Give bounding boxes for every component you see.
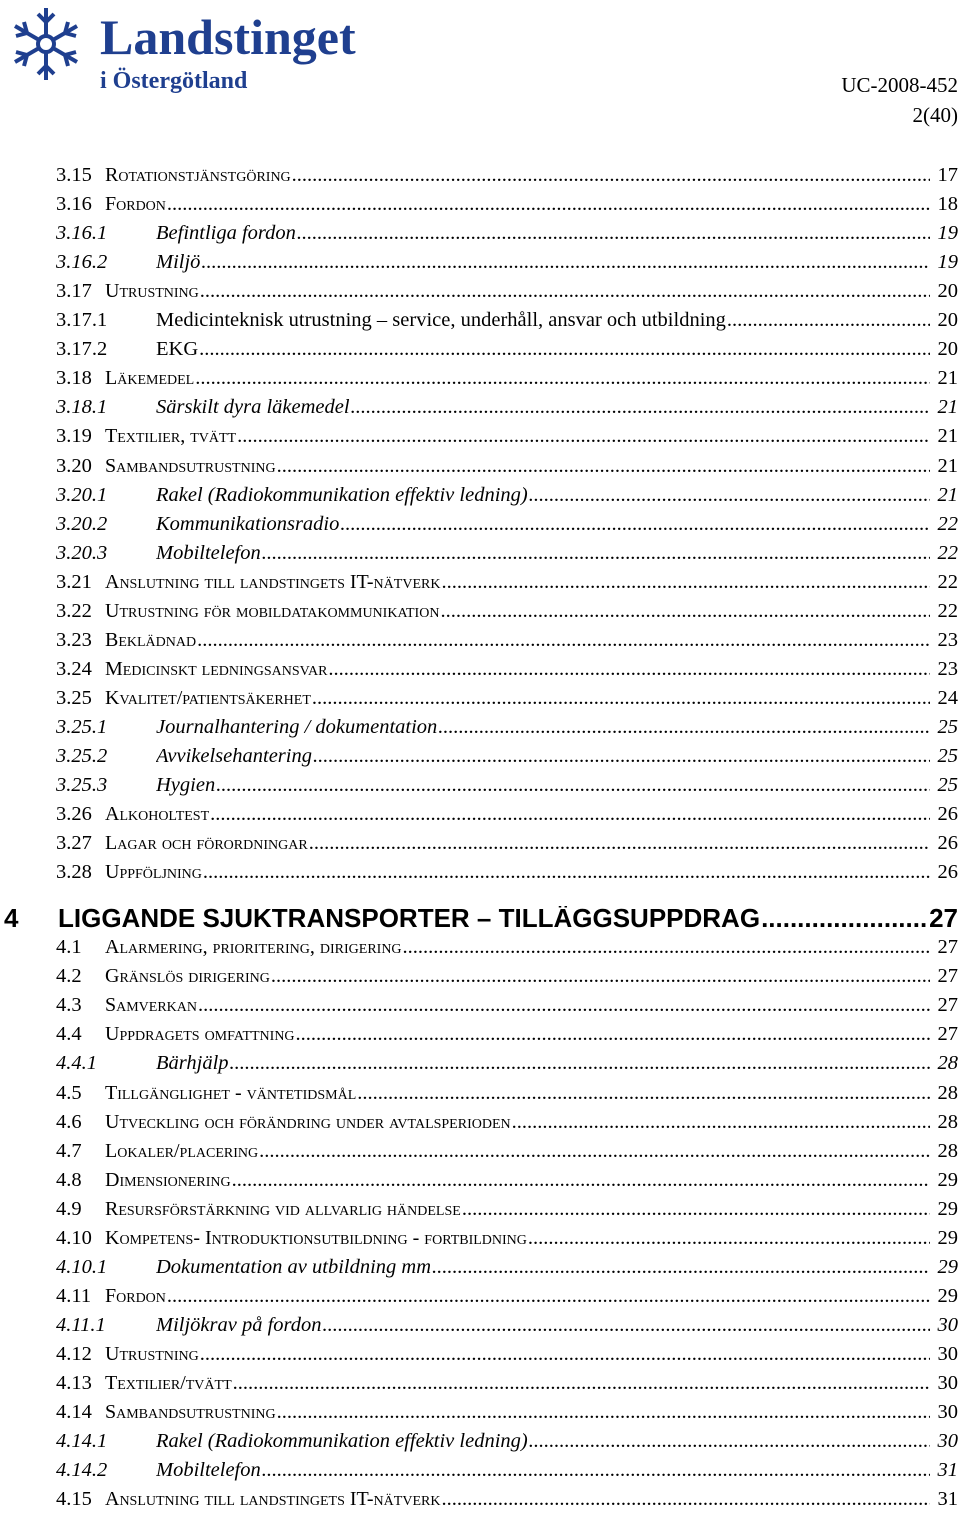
toc-entry[interactable] bbox=[0, 216, 960, 245]
toc-entry-page: 30 bbox=[937, 1401, 958, 1424]
toc-entry-title: Miljökrav på fordon bbox=[156, 1313, 322, 1336]
toc-entry[interactable] bbox=[0, 652, 960, 681]
toc-dot-leader bbox=[199, 337, 930, 361]
toc-dot-leader bbox=[462, 1197, 930, 1221]
toc-entry[interactable] bbox=[0, 623, 960, 652]
toc-entry[interactable] bbox=[0, 245, 960, 274]
toc-dot-leader bbox=[328, 657, 930, 681]
toc-entry-page: 26 bbox=[937, 803, 958, 826]
toc-entry[interactable] bbox=[0, 158, 960, 187]
toc-entry-title: Utrustning bbox=[105, 280, 199, 303]
toc-entry-number: 4.2 bbox=[56, 965, 82, 988]
toc-entry[interactable] bbox=[0, 594, 960, 623]
toc-dot-leader bbox=[351, 395, 930, 419]
toc-entry-page: 27 bbox=[937, 1023, 958, 1046]
toc-entry-page: 28 bbox=[937, 1110, 958, 1133]
toc-entry-title: Mobiltelefon bbox=[156, 1459, 261, 1482]
toc-entry-page: 28 bbox=[937, 1139, 958, 1162]
toc-entry[interactable] bbox=[0, 449, 960, 478]
toc-dot-leader bbox=[441, 570, 930, 594]
toc-entry-page: 20 bbox=[937, 309, 958, 332]
toc-entry-page: 30 bbox=[937, 1313, 958, 1336]
toc-entry[interactable] bbox=[0, 507, 960, 536]
toc-entry-page: 22 bbox=[937, 512, 958, 535]
toc-entry-title: Samverkan bbox=[105, 994, 198, 1017]
toc-entry-number: 3.18 bbox=[56, 367, 92, 390]
toc-entry-title: Särskilt dyra läkemedel bbox=[156, 396, 350, 419]
toc-entry-title: Avvikelsehantering bbox=[156, 745, 312, 767]
toc-dot-leader bbox=[201, 250, 930, 274]
toc-entry[interactable] bbox=[0, 1366, 960, 1395]
toc-dot-leader bbox=[203, 860, 930, 884]
toc-entry-number: 4.10.1 bbox=[56, 1255, 108, 1278]
toc-entry-title: Utveckling och förändring under avtalsperioden bbox=[105, 1110, 511, 1133]
toc-entry-page: 25 bbox=[937, 715, 958, 738]
toc-entry[interactable] bbox=[0, 1046, 960, 1075]
toc-entry-number: 4.4.1 bbox=[56, 1052, 97, 1075]
toc-entry-page: 21 bbox=[937, 396, 958, 419]
toc-entry-title: Utrustning för mobildatakommunikation bbox=[105, 599, 440, 622]
toc-dot-leader bbox=[292, 163, 930, 187]
toc-entry-number: 4.7 bbox=[56, 1139, 82, 1162]
toc-entry-title: EKG bbox=[156, 338, 199, 361]
toc-entry-number: 3.26 bbox=[56, 803, 92, 826]
toc-entry[interactable] bbox=[0, 681, 960, 710]
toc-entry-number: 3.25.1 bbox=[56, 715, 108, 738]
toc-dot-leader bbox=[761, 906, 927, 930]
toc-entry[interactable] bbox=[0, 419, 960, 448]
toc-dot-leader bbox=[262, 1458, 930, 1482]
toc-entry[interactable] bbox=[0, 565, 960, 594]
toc-entry-title: Uppdragets omfattning bbox=[105, 1023, 295, 1046]
toc-entry[interactable] bbox=[0, 361, 960, 390]
toc-entry-title: Lagar och förordningar bbox=[105, 832, 308, 855]
toc-entry-number: 3.28 bbox=[56, 861, 92, 884]
toc-entry-page: 29 bbox=[937, 1197, 958, 1220]
toc-entry-page: 21 bbox=[937, 454, 958, 477]
toc-entry-title: Journalhantering / dokumentation bbox=[156, 715, 438, 738]
toc-entry-title: Gränslös dirigering bbox=[105, 965, 270, 988]
document-reference bbox=[841, 70, 958, 130]
toc-dot-leader bbox=[200, 279, 930, 303]
toc-entry-number: 3.20 bbox=[56, 454, 92, 477]
toc-entry[interactable] bbox=[0, 855, 960, 884]
toc-dot-leader bbox=[237, 424, 930, 448]
toc-entry[interactable] bbox=[0, 988, 960, 1017]
toc-entry-title: Utrustning bbox=[105, 1342, 199, 1365]
toc-entry[interactable] bbox=[0, 710, 960, 739]
toc-dot-leader bbox=[262, 541, 930, 565]
toc-entry-number: 4.15 bbox=[56, 1488, 92, 1511]
toc-entry-page: 19 bbox=[937, 222, 958, 245]
toc-dot-leader bbox=[512, 1110, 930, 1134]
toc-entry-title: Fordon bbox=[105, 193, 166, 216]
toc-dot-leader bbox=[198, 993, 930, 1017]
toc-entry-title: Mobiltelefon bbox=[156, 541, 261, 564]
toc-entry-number: 3.16.1 bbox=[56, 222, 108, 245]
toc-entry-title: Lokaler/placering bbox=[105, 1139, 259, 1162]
toc-entry-number: 4.12 bbox=[56, 1342, 92, 1365]
toc-entry-page: 28 bbox=[937, 1052, 958, 1075]
toc-entry-title: Beklädnad bbox=[105, 628, 197, 651]
toc-entry-title: Rakel (Radiokommunikation effektiv ledning) bbox=[156, 483, 528, 506]
logo-title: Landstinget bbox=[100, 9, 356, 65]
toc-entry-number: 3.25 bbox=[56, 686, 92, 709]
toc-dot-leader bbox=[403, 935, 930, 959]
toc-entry-page: 21 bbox=[937, 367, 958, 390]
toc-entry-page: 21 bbox=[937, 425, 958, 448]
toc-entry-title: Kompetens- Introduktionsutbildning - fortbildning bbox=[105, 1226, 527, 1249]
toc-entry[interactable] bbox=[0, 332, 960, 361]
toc-dot-leader bbox=[340, 512, 930, 536]
toc-entry-title: Dimensionering bbox=[105, 1168, 231, 1191]
toc-dot-leader bbox=[271, 964, 930, 988]
toc-dot-leader bbox=[528, 1226, 930, 1250]
toc-entry[interactable] bbox=[0, 1076, 960, 1105]
toc-entry-title: Textilier/tvätt bbox=[105, 1372, 232, 1394]
toc-dot-leader bbox=[216, 773, 930, 797]
toc-entry-title: Sambandsutrustning bbox=[105, 454, 276, 477]
toc-dot-leader bbox=[277, 454, 930, 478]
toc-entry-page: 31 bbox=[937, 1459, 958, 1482]
toc-entry-number: 3.22 bbox=[56, 599, 92, 622]
toc-entry-page: 27 bbox=[929, 903, 958, 934]
toc-entry-page: 17 bbox=[937, 164, 958, 186]
toc-entry-page: 29 bbox=[937, 1226, 958, 1249]
toc-entry-page: 24 bbox=[937, 686, 958, 709]
toc-entry-page: 26 bbox=[937, 861, 958, 884]
toc-entry-number: 3.17.1 bbox=[56, 309, 108, 332]
toc-entry[interactable] bbox=[0, 1250, 960, 1279]
toc-dot-leader bbox=[195, 366, 930, 390]
toc-dot-leader bbox=[232, 1168, 930, 1192]
toc-entry[interactable] bbox=[0, 739, 960, 768]
toc-dot-leader bbox=[197, 628, 930, 652]
toc-entry-number: 3.23 bbox=[56, 628, 92, 651]
logo-subtitle: i Östergötland bbox=[100, 68, 248, 94]
toc-entry-number: 3.25.2 bbox=[56, 745, 108, 767]
toc-entry[interactable] bbox=[0, 797, 960, 826]
toc-entry[interactable] bbox=[0, 478, 960, 507]
toc-dot-leader bbox=[440, 599, 930, 623]
toc-dot-leader bbox=[167, 1284, 930, 1308]
toc-entry-page: 21 bbox=[937, 483, 958, 506]
toc-entry-title: Läkemedel bbox=[105, 367, 195, 390]
toc-entry-page: 29 bbox=[937, 1284, 958, 1307]
toc-entry-title: Befintliga fordon bbox=[156, 222, 296, 245]
toc-entry-title: Bärhjälp bbox=[156, 1052, 229, 1075]
toc-entry-title: Sambandsutrustning bbox=[105, 1401, 276, 1424]
toc-entry-page: 20 bbox=[937, 338, 958, 361]
toc-entry-number: 3.15 bbox=[56, 164, 92, 186]
toc-entry-page: 22 bbox=[937, 599, 958, 622]
toc-entry-number: 3.16 bbox=[56, 193, 92, 216]
toc-entry[interactable] bbox=[0, 1017, 960, 1046]
toc-entry[interactable] bbox=[0, 1453, 960, 1482]
toc-dot-leader bbox=[167, 192, 930, 216]
toc-entry-title: Anslutning till landstingets IT-nätverk bbox=[105, 1488, 441, 1511]
snowflake-logo-icon bbox=[4, 2, 374, 96]
toc-entry-number: 4.8 bbox=[56, 1168, 82, 1191]
toc-entry-number: 3.20.3 bbox=[56, 541, 108, 564]
toc-entry-title: Kvalitet/patientsäkerhet bbox=[105, 686, 311, 709]
toc-entry-title: Alarmering, prioritering, dirigering bbox=[105, 936, 402, 959]
toc-entry[interactable] bbox=[0, 303, 960, 332]
toc-entry-number: 4.14.2 bbox=[56, 1459, 108, 1482]
toc-dot-leader bbox=[259, 1139, 930, 1163]
toc-entry-title: Kommunikationsradio bbox=[156, 512, 340, 535]
toc-entry-page: 23 bbox=[937, 657, 958, 680]
toc-entry-number: 4.14.1 bbox=[56, 1430, 108, 1453]
toc-entry-number: 4 bbox=[4, 903, 19, 934]
doc-id: UC-2008-452 bbox=[841, 73, 958, 97]
toc-entry-number: 4.11.1 bbox=[56, 1313, 106, 1336]
toc-entry[interactable] bbox=[0, 826, 960, 855]
toc-entry-page: 27 bbox=[937, 994, 958, 1017]
toc-entry-number: 3.17 bbox=[56, 280, 92, 303]
toc-entry-number: 4.3 bbox=[56, 994, 82, 1017]
toc-entry-page: 29 bbox=[937, 1168, 958, 1191]
toc-entry-number: 3.27 bbox=[56, 832, 92, 855]
toc-entry[interactable] bbox=[0, 1192, 960, 1221]
toc-entry-number: 4.9 bbox=[56, 1197, 82, 1220]
toc-entry-page: 30 bbox=[937, 1372, 958, 1394]
toc-entry-page: 25 bbox=[937, 745, 958, 767]
toc-dot-leader bbox=[210, 802, 930, 826]
toc-entry-title: Tillgänglighet - väntetidsmål bbox=[105, 1081, 357, 1104]
toc-dot-leader bbox=[357, 1081, 930, 1105]
toc-entry-number: 3.25.3 bbox=[56, 774, 108, 797]
toc-entry-number: 3.20.1 bbox=[56, 483, 108, 506]
toc-entry-title: Medicinteknisk utrustning – service, underhåll, ansvar och utbildning bbox=[156, 309, 726, 332]
toc-dot-leader bbox=[312, 686, 930, 710]
toc-entry-title: Dokumentation av utbildning mm bbox=[156, 1255, 432, 1278]
toc-dot-leader bbox=[727, 308, 930, 332]
toc-dot-leader bbox=[432, 1255, 930, 1279]
toc-entry[interactable] bbox=[0, 1424, 960, 1453]
toc-dot-leader bbox=[323, 1313, 930, 1337]
toc-entry-number: 3.18.1 bbox=[56, 396, 108, 419]
toc-entry-number: 4.6 bbox=[56, 1110, 82, 1133]
toc-dot-leader bbox=[309, 831, 930, 855]
toc-entry[interactable] bbox=[0, 768, 960, 797]
toc-entry-number: 3.19 bbox=[56, 425, 92, 448]
toc-entry-page: 30 bbox=[937, 1342, 958, 1365]
toc-entry-title: Alkoholtest bbox=[105, 803, 210, 826]
toc-entry-page: 27 bbox=[937, 965, 958, 988]
toc-entry-title: Fordon bbox=[105, 1284, 166, 1307]
toc-entry-number: 3.24 bbox=[56, 657, 92, 680]
toc-entry[interactable] bbox=[0, 892, 960, 934]
toc-entry-page: 31 bbox=[937, 1488, 958, 1511]
toc-entry-title: Textilier, tvätt bbox=[105, 425, 237, 448]
page-label: 2(40) bbox=[912, 103, 958, 127]
toc-dot-leader bbox=[441, 1487, 930, 1511]
toc-entry[interactable] bbox=[0, 1134, 960, 1163]
toc-entry[interactable] bbox=[0, 187, 960, 216]
toc-entry-title: Rakel (Radiokommunikation effektiv ledning) bbox=[156, 1430, 528, 1453]
toc-entry-title: Resursförstärkning vid allvarlig händelse bbox=[105, 1197, 461, 1220]
toc-entry-page: 20 bbox=[937, 280, 958, 303]
toc-entry-title: Hygien bbox=[156, 774, 216, 797]
toc-entry-title: Rotationstjänstgöring bbox=[105, 164, 291, 186]
toc-entry[interactable] bbox=[0, 1337, 960, 1366]
toc-entry[interactable] bbox=[0, 1482, 960, 1511]
toc-entry-page: 25 bbox=[937, 774, 958, 797]
toc-entry-page: 18 bbox=[937, 193, 958, 216]
toc-dot-leader bbox=[233, 1371, 930, 1395]
toc-entry-number: 3.16.2 bbox=[56, 251, 108, 274]
toc-entry-title: Miljö bbox=[156, 251, 201, 274]
toc-entry-number: 4.11 bbox=[56, 1284, 92, 1307]
toc-dot-leader bbox=[297, 221, 930, 245]
toc-entry-number: 3.21 bbox=[56, 570, 92, 593]
toc-dot-leader bbox=[230, 1051, 930, 1075]
toc-entry[interactable] bbox=[0, 1279, 960, 1308]
toc-entry-page: 22 bbox=[937, 570, 958, 593]
toc-dot-leader bbox=[529, 483, 930, 507]
toc-dot-leader bbox=[200, 1342, 930, 1366]
toc-entry-number: 4.14 bbox=[56, 1401, 92, 1424]
toc-dot-leader bbox=[529, 1429, 930, 1453]
toc-dot-leader bbox=[313, 744, 930, 768]
toc-entry[interactable] bbox=[0, 1221, 960, 1250]
toc-entry-page: 30 bbox=[937, 1430, 958, 1453]
toc-entry[interactable] bbox=[0, 274, 960, 303]
toc-entry-number: 4.13 bbox=[56, 1372, 92, 1394]
toc-entry-page: 26 bbox=[937, 832, 958, 855]
toc-entry-number: 4.4 bbox=[56, 1023, 82, 1046]
toc-entry-number: 4.10 bbox=[56, 1226, 92, 1249]
toc-entry-page: 19 bbox=[937, 251, 958, 274]
landstinget-logo bbox=[4, 2, 374, 96]
toc-entry-number: 3.20.2 bbox=[56, 512, 108, 535]
toc-entry[interactable] bbox=[0, 390, 960, 419]
toc-entry-title: Uppföljning bbox=[105, 861, 202, 884]
toc-entry-title: Medicinskt ledningsansvar bbox=[105, 657, 328, 680]
toc-entry[interactable] bbox=[0, 959, 960, 988]
toc-entry[interactable] bbox=[0, 536, 960, 565]
toc-entry-title: Anslutning till landstingets IT-nätverk bbox=[105, 570, 441, 593]
toc-dot-leader bbox=[438, 715, 930, 739]
toc-entry-title: LIGGANDE SJUKTRANSPORTER – TILLÄGGSUPPDRAG bbox=[58, 906, 761, 931]
toc-entry[interactable] bbox=[0, 1308, 960, 1337]
toc-dot-leader bbox=[277, 1400, 930, 1424]
toc-entry-page: 27 bbox=[937, 936, 958, 959]
toc-dot-leader bbox=[296, 1022, 930, 1046]
toc-entry-number: 3.17.2 bbox=[56, 338, 108, 361]
toc-entry[interactable] bbox=[0, 1105, 960, 1134]
toc-entry-page: 23 bbox=[937, 628, 958, 651]
toc-entry[interactable] bbox=[0, 1395, 960, 1424]
toc-entry[interactable] bbox=[0, 930, 960, 959]
toc-entry-number: 4.5 bbox=[56, 1081, 82, 1104]
toc-entry-number: 4.1 bbox=[56, 936, 82, 959]
toc-entry-page: 22 bbox=[937, 541, 958, 564]
toc-entry[interactable] bbox=[0, 1163, 960, 1192]
toc-entry-page: 29 bbox=[937, 1255, 958, 1278]
toc-entry-page: 28 bbox=[937, 1081, 958, 1104]
